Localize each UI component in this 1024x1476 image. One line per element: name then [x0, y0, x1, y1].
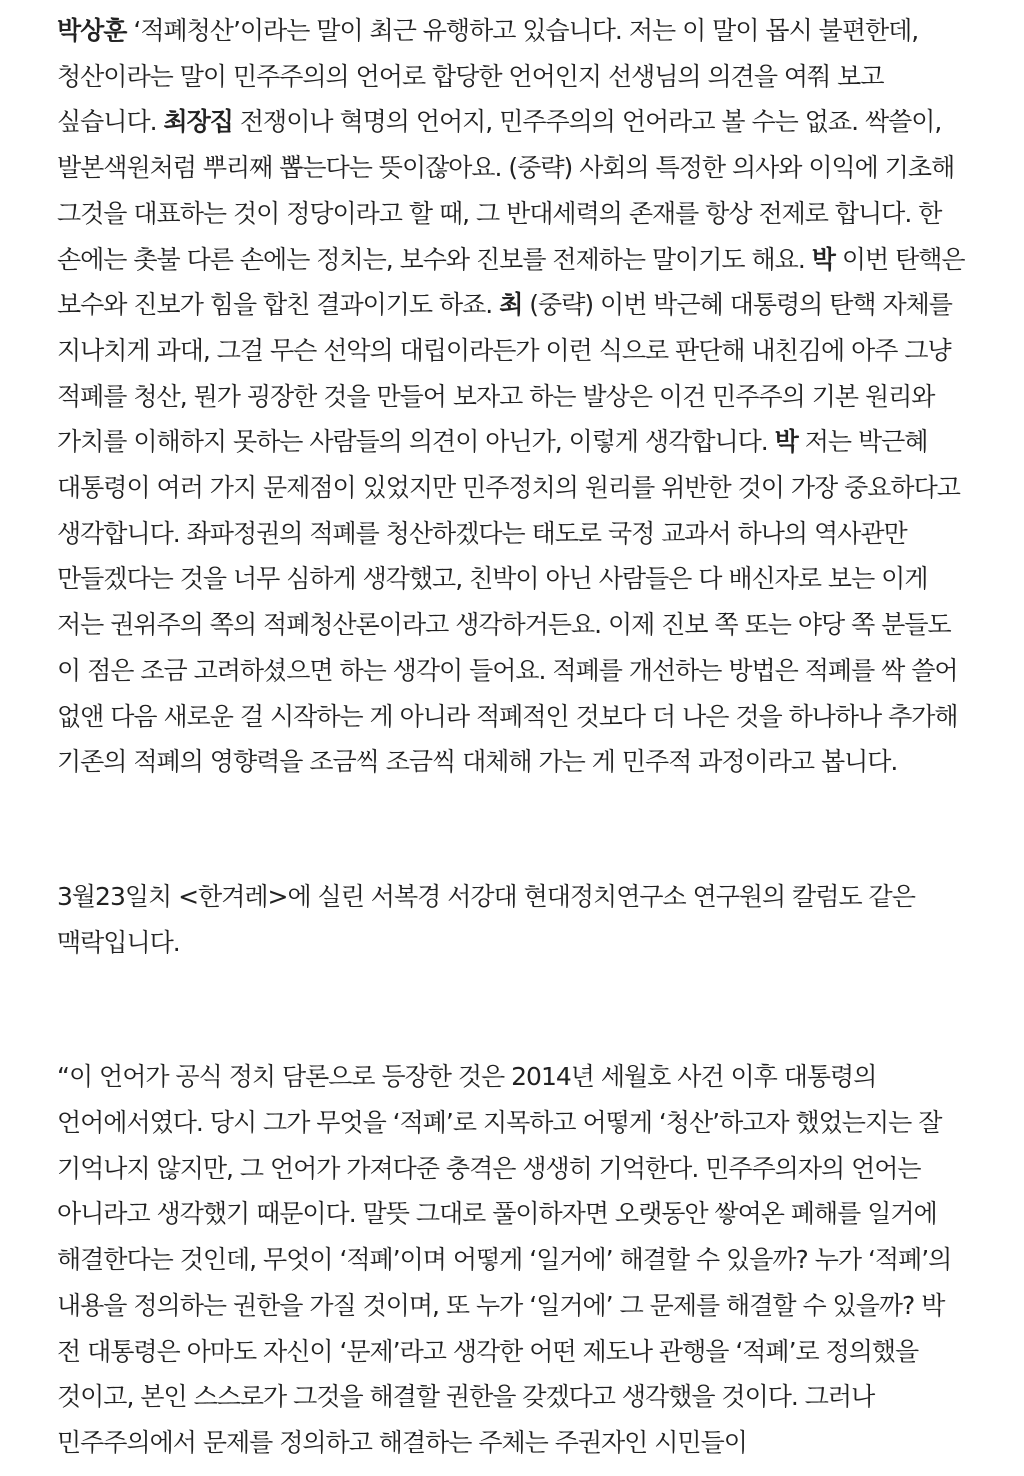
speaker-name: 박	[774, 427, 798, 457]
speaker-name: 박	[811, 244, 835, 274]
speech-text: 이번 탄핵은 보수와 진보가 힘을 합친 결과이기도 하죠.	[57, 244, 965, 320]
quote-paragraph: “이 언어가 공식 정치 담론으로 등장한 것은 2014년 세월호 사건 이후 대통령의 언어에서였다. 당시 그가 무엇을 ‘적폐’로 지목하고 어떻게 ‘청산’하고자 했었는지는 잘 기억나지 않지만, 그 언어가 가져다준 충격은 생생히 기억한다. 민주주의자의 언어는 아니라고 생각했기 때문이다. 말뜻 그대로 풀이하자면 오랫동안 쌓여온 폐해를 일거에 해결한다는 것인데, 무엇이 ‘적폐’이며 어떻게 ‘일거에’ 해결할 수 있을까? 누가 ‘적폐’의 내용을 정의하는 권한을 가질 것이며, 또 누가 ‘일거에’ 그 문제를 해결할 수 있을까? 박 전 대통령은 아마도 자신이 ‘문제’라고 생각한 어떤 제도나 관행을 ‘적폐’로 정의했을 것이고, 본인 스스로가 그것을 해결할 권한을 갖겠다고 생각했을 것이다. 그러나 민주주의에서 문제를 정의하고 해결하는 주체는 주권자인 시민들이	[57, 1062, 952, 1457]
article-body	[57, 8, 969, 1466]
interview-paragraph	[57, 8, 969, 785]
speech-text: ‘적폐청산’이라는 말이 최근 유행하고 있습니다. 저는 이 말이 몹시 불편한데, 청산이라는 말이 민주주의의 언어로 합당한 언어인지 선생님의 의견을 여쭤 보고 싶습니다.	[57, 16, 919, 137]
speaker-name: 최	[499, 290, 523, 320]
speaker-name: 최장집	[163, 107, 233, 137]
speaker-name: 박상훈	[57, 16, 127, 45]
intro-paragraph: 3월23일치 <한겨레>에 실린 서복경 서강대 현대정치연구소 연구원의 칼럼도 같은 맥락입니다.	[57, 881, 915, 957]
speech-text: 전쟁이나 혁명의 언어지, 민주주의의 언어라고 볼 수는 없죠. 싹쓸이, 발본색원처럼 뿌리째 뽑는다는 뜻이잖아요. (중략) 사회의 특정한 의사와 이익에 기초해 그것을 대표하는 것이 정당이라고 할 때, 그 반대세력의 존재를 항상 전제로 합니다. 한 손에는 촛불 다른 손에는 정치는, 보수와 진보를 전제하는 말이기도 해요.	[57, 107, 955, 274]
speech-text: (중략) 이번 박근혜 대통령의 탄핵 자체를 지나치게 과대, 그걸 무슨 선악의 대립이라든가 이런 식으로 판단해 내친김에 아주 그냥 적폐를 청산, 뭔가 굉장한 것을 만들어 보자고 하는 발상은 이건 민주주의 기본 원리와 가치를 이해하지 못하는 사람들의 의견이 아닌가, 이렇게 생각합니다.	[57, 290, 952, 457]
speech-text: 저는 박근혜 대통령이 여러 가지 문제점이 있었지만 민주정치의 원리를 위반한 것이 가장 중요하다고 생각합니다. 좌파정권의 적폐를 청산하겠다는 태도로 국정 교과서 하나의 역사관만 만들겠다는 것을 너무 심하게 생각했고, 친박이 아닌 사람들은 다 배신자로 보는 이게 저는 권위주의 쪽의 적폐청산론이라고 생각하거든요. 이제 진보 쪽 또는 야당 쪽 분들도 이 점은 조금 고려하셨으면 하는 생각이 들어요. 적폐를 개선하는 방법은 적폐를 싹 쓸어 없앤 다음 새로운 걸 시작하는 게 아니라 적폐적인 것보다 더 나은 것을 하나하나 추가해 기존의 적폐의 영향력을 조금씩 조금씩 대체해 가는 게 민주적 과정이라고 봅니다.	[57, 427, 960, 777]
